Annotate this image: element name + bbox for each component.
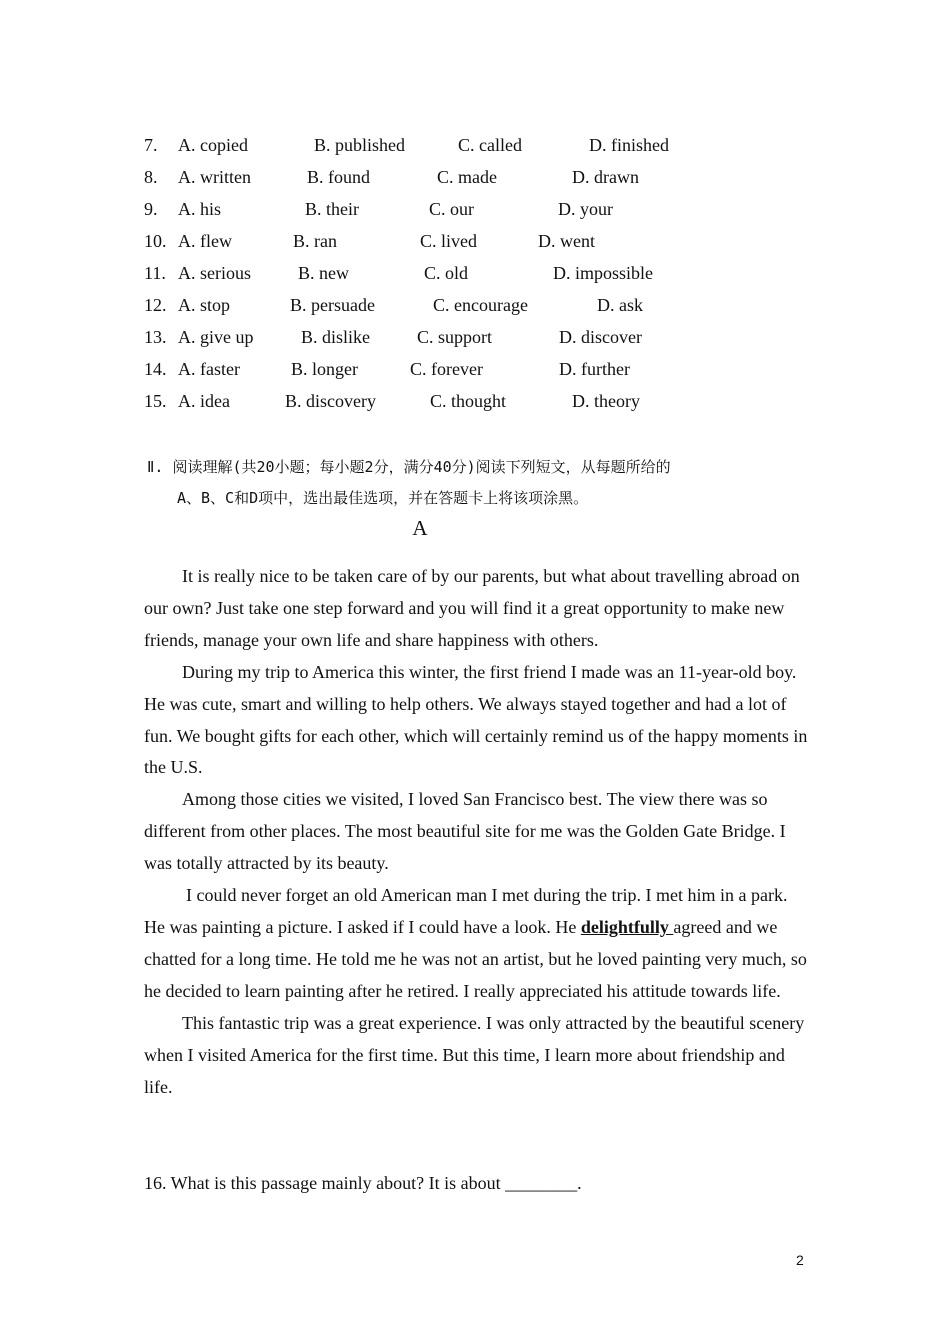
option-d: D. finished — [589, 135, 669, 155]
question-number: 8. — [144, 167, 158, 187]
option-a: A. faster — [178, 359, 240, 379]
question-number: 13. — [144, 327, 167, 347]
passage-body — [144, 561, 808, 1103]
question-number: 10. — [144, 231, 167, 251]
paragraph-4 — [144, 880, 808, 1008]
option-b: B. published — [314, 135, 406, 155]
section-heading — [147, 452, 671, 514]
paragraph-1: It is really nice to be taken care of by our parents, but what about travelling abroad on our own? Just take one step forward and you will find it a great opportunity to make new friends, manage your own life and share happiness with others. — [144, 566, 800, 650]
underlined-word: delightfully — [580, 916, 674, 937]
option-a: A. flew — [178, 231, 232, 251]
option-d: D. drawn — [572, 167, 639, 187]
option-c: C. thought — [430, 391, 507, 411]
option-d: D. theory — [572, 391, 640, 411]
option-a: A. stop — [178, 295, 231, 315]
question-number: 9. — [144, 199, 158, 219]
paragraph-4-text-before: I could never forget an old American man I met during the trip. I met him in a park. He was painting a picture. I asked if I could have a look. He — [144, 885, 788, 937]
paragraph-2: During my trip to America this winter, the first friend I made was an 11-year-old boy. He was cute, smart and willing to help others. We always stayed together and had a lot of fun. We bought gifts for each other, which will certainly remind us of the happy moments in the U.S. — [144, 661, 808, 778]
option-b: B. found — [307, 167, 370, 187]
option-a: A. his — [178, 199, 222, 219]
option-d: D. your — [558, 199, 613, 219]
option-c: C. called — [458, 135, 522, 155]
question-number: 15. — [144, 391, 167, 411]
option-c: C. old — [424, 263, 469, 283]
paragraph-5: This fantastic trip was a great experience. I was only attracted by the beautiful scenery when I visited America for the first time. But this time, I learn more about friendship and life. — [144, 1012, 805, 1097]
option-d: D. further — [559, 359, 630, 379]
option-b: B. longer — [291, 359, 358, 379]
option-b: B. their — [305, 199, 359, 219]
paragraph-4-text-after: agreed and we chatted for a long time. He told me he was not an artist, but he loved painting very much, so he decided to learn painting after he retired. I really appreciated his attitude towards life. — [144, 916, 807, 1001]
option-c: C. made — [437, 167, 497, 187]
option-b: B. dislike — [301, 327, 371, 347]
option-b: B. persuade — [290, 295, 375, 315]
option-a: A. copied — [178, 135, 248, 155]
option-a: A. give up — [178, 327, 254, 347]
question-number: 11. — [144, 263, 166, 283]
question-16: 16. What is this passage mainly about? It is about ________. — [144, 1173, 582, 1193]
option-d: D. ask — [597, 295, 643, 315]
section-heading-line2: A、B、C和D项中，选出最佳选项，并在答题卡上将该项涂黑。 — [177, 489, 589, 507]
section-heading-line1: Ⅱ. 阅读理解(共20小题；每小题2分，满分40分)阅读下列短文，从每题所给的 — [147, 458, 671, 476]
option-c: C. encourage — [433, 295, 528, 315]
paragraph-3: Among those cities we visited, I loved San Francisco best. The view there was so different from other places. The most beautiful site for me was the Golden Gate Bridge. I was totally attracted by its beauty. — [144, 789, 786, 874]
question-number: 7. — [144, 135, 158, 155]
option-c: C. lived — [420, 231, 477, 251]
question-number: 12. — [144, 295, 167, 315]
page-number: 2 — [796, 1252, 804, 1268]
option-a: A. written — [178, 167, 251, 187]
option-d: D. discover — [559, 327, 642, 347]
option-c: C. support — [417, 327, 493, 347]
passage-title: A — [412, 516, 428, 540]
option-b: B. ran — [293, 231, 337, 251]
option-a: A. serious — [178, 263, 251, 283]
option-d: D. impossible — [553, 263, 654, 283]
option-c: C. our — [429, 199, 474, 219]
question-number: 14. — [144, 359, 167, 379]
option-d: D. went — [538, 231, 595, 251]
option-c: C. forever — [410, 359, 483, 379]
option-b: B. discovery — [285, 391, 376, 411]
option-b: B. new — [298, 263, 349, 283]
option-a: A. idea — [178, 391, 230, 411]
